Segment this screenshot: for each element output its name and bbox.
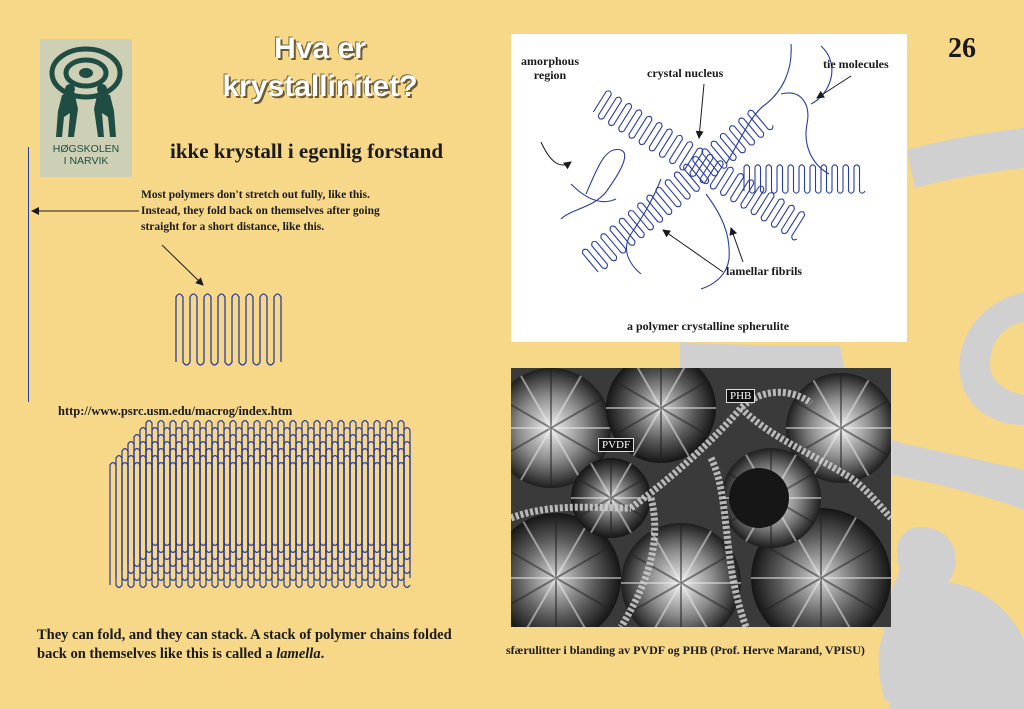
folded-chain-icon — [176, 294, 281, 365]
spherulite-diagram — [511, 34, 907, 342]
pvdf-tag: PVDF — [598, 438, 634, 452]
fold-explanation: Most polymers don't stretch out fully, like this. Instead, they fold back on themselves after going straight for a short distance, like this. — [141, 189, 380, 233]
tie-molecules-label: tie molecules — [823, 57, 889, 71]
amorphous-label-line1: amorphous — [521, 54, 580, 68]
fold-illustrations — [0, 0, 500, 709]
source-link[interactable]: http://www.psrc.usm.edu/macrog/index.htm — [58, 404, 293, 418]
crystal-nucleus-label: crystal nucleus — [647, 66, 724, 80]
amorphous-label-line2: region — [533, 68, 567, 82]
micrograph-image — [511, 368, 891, 627]
phb-tag: PHB — [726, 389, 755, 403]
spherulite-micrograph — [511, 368, 891, 627]
logo-line1: HØGSKOLEN — [52, 143, 120, 155]
spherulite-caption: a polymer crystalline spherulite — [627, 319, 790, 333]
lamella-text-end: . — [320, 646, 325, 662]
amorphous-label — [521, 54, 579, 82]
lamella-explanation — [37, 626, 477, 664]
slide-title-line1: Hva er — [274, 32, 366, 65]
lamella-term: lamella — [276, 646, 321, 662]
logo-line2: I NARVIK — [63, 155, 109, 167]
micrograph-caption: sfærulitter i blanding av PVDF og PHB (Prof. Herve Marand, VPISU) — [506, 643, 865, 657]
lamella-stack-icon — [110, 421, 410, 588]
pointer-arrow-fold — [162, 245, 203, 285]
slide-subtitle: ikke krystall i egenlig forstand — [170, 139, 444, 163]
slide-title-line2: krystallinitet? — [222, 70, 418, 103]
page-number: 26 — [948, 33, 976, 64]
lamellar-fibril-c-icon — [744, 165, 865, 193]
lamellar-fibrils-label: lamellar fibrils — [726, 264, 803, 278]
amorphous-chains-icon — [561, 44, 832, 289]
lamella-text: They can fold, and they can stack. A stack of polymer chains folded back on themselves like this is called a — [37, 627, 452, 662]
